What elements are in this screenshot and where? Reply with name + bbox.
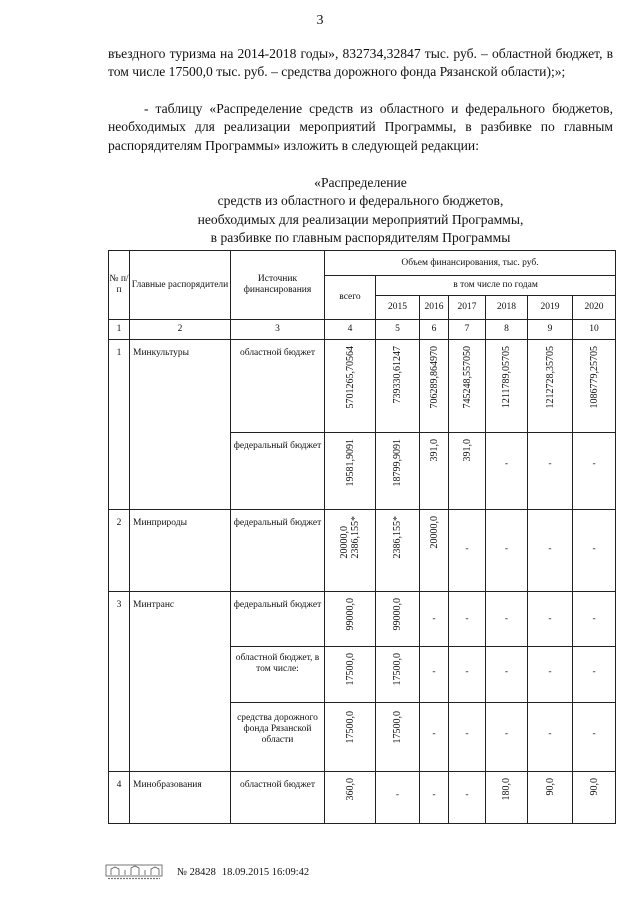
value-cell: - bbox=[592, 459, 596, 469]
column-number: 3 bbox=[231, 320, 325, 340]
value-cell: - bbox=[465, 614, 469, 624]
value-cell: - bbox=[548, 544, 552, 554]
value-cell: - bbox=[432, 729, 436, 739]
row-source: федеральный бюджет bbox=[231, 433, 325, 510]
value-cell: - bbox=[465, 729, 469, 739]
value-cell: - bbox=[504, 614, 509, 624]
value-cell: - bbox=[548, 614, 552, 624]
value-cell: - bbox=[465, 790, 469, 800]
table-title-line: необходимых для реализации мероприятий Программы, bbox=[197, 211, 524, 227]
value-cell: - bbox=[504, 544, 509, 554]
value-cell: 99000,0 bbox=[344, 598, 356, 631]
header-year: 2016 bbox=[420, 296, 449, 320]
header-year: 2015 bbox=[376, 296, 420, 320]
paragraph-table-instruction: - таблицу «Распределение средств из областного и федерального бюджетов, необходимых для реализации мероприятий Программы, в разбивке по главным распорядителям Программы» изложить в следующей редакции: bbox=[108, 101, 613, 153]
row-source: областной бюджет, в том числе: bbox=[231, 647, 325, 703]
document-footer bbox=[105, 864, 309, 880]
page-number: 3 bbox=[316, 13, 324, 28]
value-cell: 2386,155* bbox=[392, 516, 403, 559]
value-cell: 18799,9091 bbox=[392, 439, 403, 487]
value-cell: 706289,864970 bbox=[428, 346, 440, 409]
header-main-managers: Главные распорядители bbox=[130, 251, 231, 320]
column-number: 10 bbox=[573, 320, 616, 340]
document-datetime: 18.09.2015 16:09:42 bbox=[221, 866, 310, 878]
row-manager: Минкультуры bbox=[130, 340, 231, 510]
column-number: 1 bbox=[109, 320, 130, 340]
value-cell: 1086779,25705 bbox=[588, 346, 600, 409]
table-title-line: «Распределение bbox=[314, 175, 407, 190]
value-cell: 17500,0 bbox=[344, 653, 356, 686]
row-num: 1 bbox=[109, 340, 130, 510]
header-year: 2017 bbox=[449, 296, 486, 320]
column-number: 7 bbox=[449, 320, 486, 340]
paragraph-intro: въездного туризма на 2014-2018 годы», 832734,32847 тыс. руб. – областной бюджет, в том числе 17500,0 тыс. руб. – средства дорожного фонда Рязанской области);»; bbox=[108, 46, 613, 80]
value-cell: - bbox=[504, 459, 509, 469]
column-number: 8 bbox=[486, 320, 528, 340]
row-source: федеральный бюджет bbox=[231, 592, 325, 647]
value-cell: 739330,61247 bbox=[392, 346, 403, 404]
e-signature-logo-icon bbox=[105, 864, 163, 880]
header-volume: Объем финансирования, тыс. руб. bbox=[325, 251, 616, 276]
value-cell: - bbox=[592, 544, 596, 554]
value-cell: 20000,0 bbox=[428, 516, 440, 549]
value-cell: - bbox=[432, 614, 436, 624]
row-num: 3 bbox=[109, 592, 130, 772]
header-year: 2018 bbox=[486, 296, 528, 320]
value-cell: 1211789,05705 bbox=[501, 346, 512, 409]
header-num: № п/п bbox=[109, 251, 130, 320]
value-cell: - bbox=[548, 667, 552, 677]
table-title bbox=[108, 174, 613, 248]
column-number: 9 bbox=[528, 320, 573, 340]
header-year: 2019 bbox=[528, 296, 573, 320]
header-by-years: в том числе по годам bbox=[376, 276, 616, 296]
row-source: средства дорожного фонда Рязанской области bbox=[231, 703, 325, 772]
value-cell: - bbox=[432, 790, 436, 800]
row-manager: Минтранс bbox=[130, 592, 231, 772]
table-row bbox=[109, 592, 616, 647]
value-cell: 90,0 bbox=[588, 778, 600, 796]
table-row bbox=[109, 340, 616, 433]
column-number: 6 bbox=[420, 320, 449, 340]
table-row bbox=[109, 510, 616, 592]
value-cell: - bbox=[465, 667, 469, 677]
value-cell: - bbox=[504, 667, 509, 677]
value-cell: 17500,0 bbox=[392, 711, 403, 744]
row-num: 4 bbox=[109, 772, 130, 824]
document-number: № 28428 bbox=[177, 866, 216, 878]
value-cell: - bbox=[592, 729, 596, 739]
value-cell: 745248,557050 bbox=[461, 346, 473, 409]
header-source: Источник финансирования bbox=[231, 251, 325, 320]
row-manager: Минприроды bbox=[130, 510, 231, 592]
value-cell: 19581,9091 bbox=[344, 439, 356, 487]
row-source: областной бюджет bbox=[231, 340, 325, 433]
value-cell: - bbox=[592, 614, 596, 624]
table-title-line: в разбивке по главным распорядителям Программы bbox=[210, 230, 511, 246]
value-cell: 391,0 bbox=[461, 439, 473, 462]
header-total: всего bbox=[325, 276, 376, 320]
value-cell: - bbox=[548, 459, 552, 469]
value-cell: 20000,0 2386,155* bbox=[339, 516, 361, 559]
value-cell: 5701265,70564 bbox=[344, 346, 356, 409]
column-number: 5 bbox=[376, 320, 420, 340]
value-cell: 17500,0 bbox=[344, 711, 356, 744]
value-cell: 90,0 bbox=[544, 778, 556, 796]
column-number: 2 bbox=[130, 320, 231, 340]
table-row bbox=[109, 772, 616, 824]
row-source: федеральный бюджет bbox=[231, 510, 325, 592]
financing-table bbox=[108, 250, 616, 824]
value-cell: 180,0 bbox=[501, 778, 512, 801]
column-number: 4 bbox=[325, 320, 376, 340]
value-cell: 391,0 bbox=[428, 439, 440, 462]
value-cell: 360,0 bbox=[344, 778, 356, 801]
table-title-line: средств из областного и федерального бюджетов, bbox=[217, 193, 504, 209]
value-cell: 99000,0 bbox=[392, 598, 403, 631]
value-cell: - bbox=[504, 729, 509, 739]
row-manager: Минобразования bbox=[130, 772, 231, 824]
value-cell: - bbox=[592, 667, 596, 677]
value-cell: - bbox=[395, 790, 400, 800]
value-cell: - bbox=[548, 729, 552, 739]
value-cell: 1212728,35705 bbox=[544, 346, 556, 409]
header-year: 2020 bbox=[573, 296, 616, 320]
value-cell: 17500,0 bbox=[392, 653, 403, 686]
value-cell: - bbox=[465, 544, 469, 554]
row-source: областной бюджет bbox=[231, 772, 325, 824]
value-cell: - bbox=[432, 667, 436, 677]
row-num: 2 bbox=[109, 510, 130, 592]
